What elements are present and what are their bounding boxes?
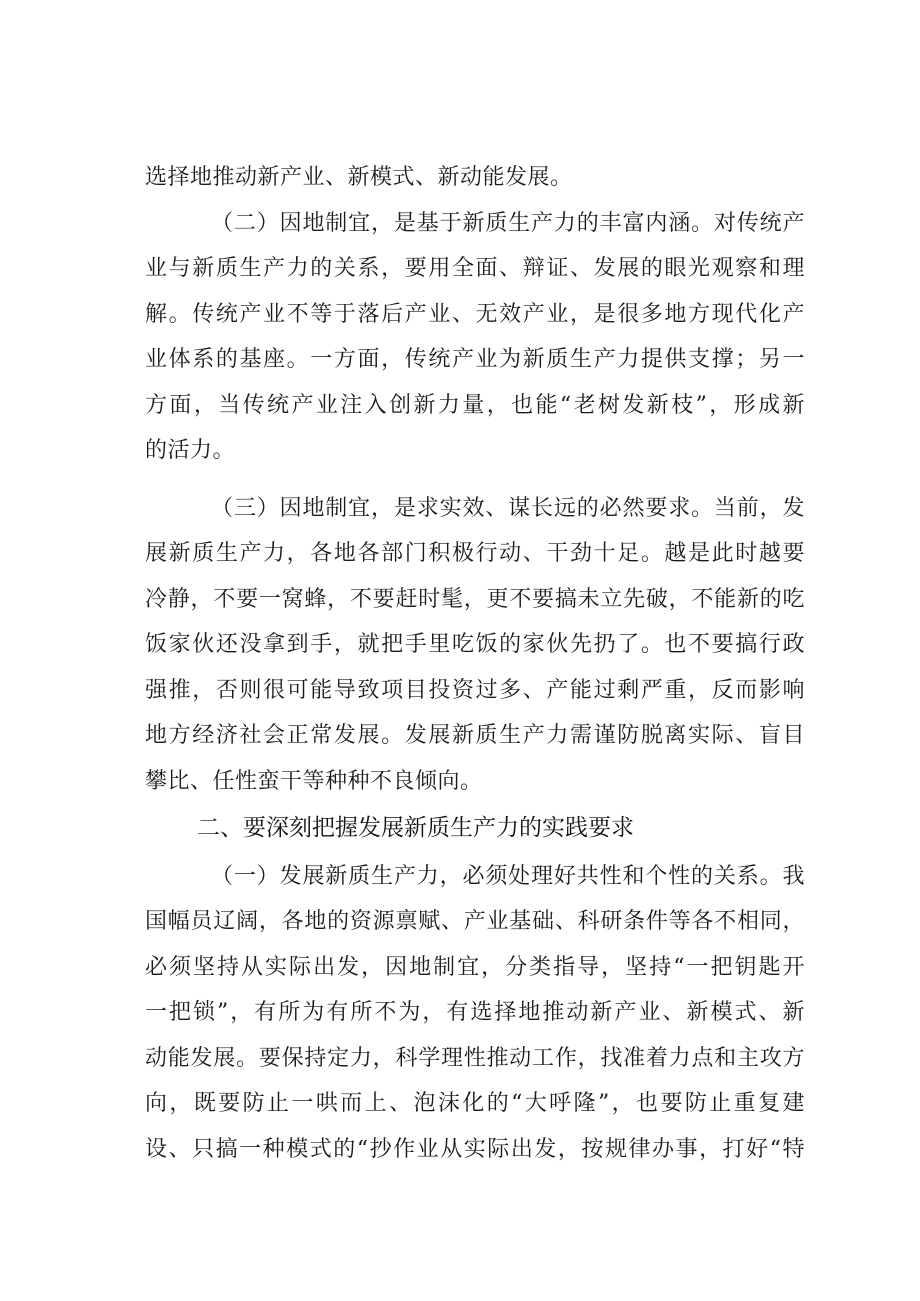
text-line: 解。传统产业不等于落后产业、无效产业，是很多地方现代化产 <box>145 301 805 327</box>
text-line: （二）因地制宜，是基于新质生产力的丰富内涵。对传统产 <box>211 210 805 236</box>
text-line: 饭家伙还没拿到手，就把手里吃饭的家伙先扔了。也不要搞行政 <box>145 632 805 657</box>
text-line: （一）发展新质生产力，必须处理好共性和个性的关系。我 <box>211 863 805 889</box>
text-line: 动能发展。要保持定力，科学理性推动工作，找准着力点和主攻方 <box>145 1045 805 1071</box>
text-line: 向，既要防止一哄而上、泡沫化的“大呼隆”，也要防止重复建 <box>145 1091 805 1116</box>
text-line: 攀比、任性蛮干等种种不良倾向。 <box>145 768 483 794</box>
text-line: （三）因地制宜，是求实效、谋长远的必然要求。当前，发 <box>211 495 805 521</box>
paragraph <box>145 486 805 805</box>
section-heading: 二、要深刻把握发展新质生产力的实践要求 <box>197 815 634 841</box>
text-line: 业与新质生产力的关系，要用全面、辩证、发展的眼光观察和理 <box>145 256 805 281</box>
text-line: 方面，当传统产业注入创新力量，也能“老树发新枝”，形成新 <box>145 392 805 418</box>
text-line: 业体系的基座。一方面，传统产业为新质生产力提供支撑；另一 <box>145 347 805 372</box>
paragraph <box>145 155 805 201</box>
text-line: 必须坚持从实际出发，因地制宜，分类指导，坚持“一把钥匙开 <box>145 954 805 980</box>
text-line: 设、只搞一种模式的“抄作业从实际出发，按规律办事，打好“特 <box>145 1136 805 1162</box>
text-line: 强推，否则很可能导致项目投资过多、产能过剩严重，反而影响 <box>145 677 805 703</box>
paragraph <box>145 854 805 1173</box>
document-body <box>145 155 805 1172</box>
text-line: 选择地推动新产业、新模式、新动能发展。 <box>145 165 573 190</box>
text-line: 地方经济社会正常发展。发展新质生产力需谨防脱离实际、盲目 <box>145 723 805 748</box>
paragraph <box>145 201 805 474</box>
text-line: 冷静，不要一窝蜂，不要赶时髦，更不要搞未立先破，不能新的吃 <box>145 586 805 612</box>
text-line: 一把锁”，有所为有所不为，有选择地推动新产业、新模式、新 <box>145 1000 805 1025</box>
text-line: 展新质生产力，各地各部门积极行动、干劲十足。越是此时越要 <box>145 541 805 566</box>
text-line: 国幅员辽阔，各地的资源禀赋、产业基础、科研条件等各不相同， <box>145 909 805 934</box>
text-line: 的活力。 <box>145 438 236 463</box>
paragraph-gap <box>145 474 805 486</box>
